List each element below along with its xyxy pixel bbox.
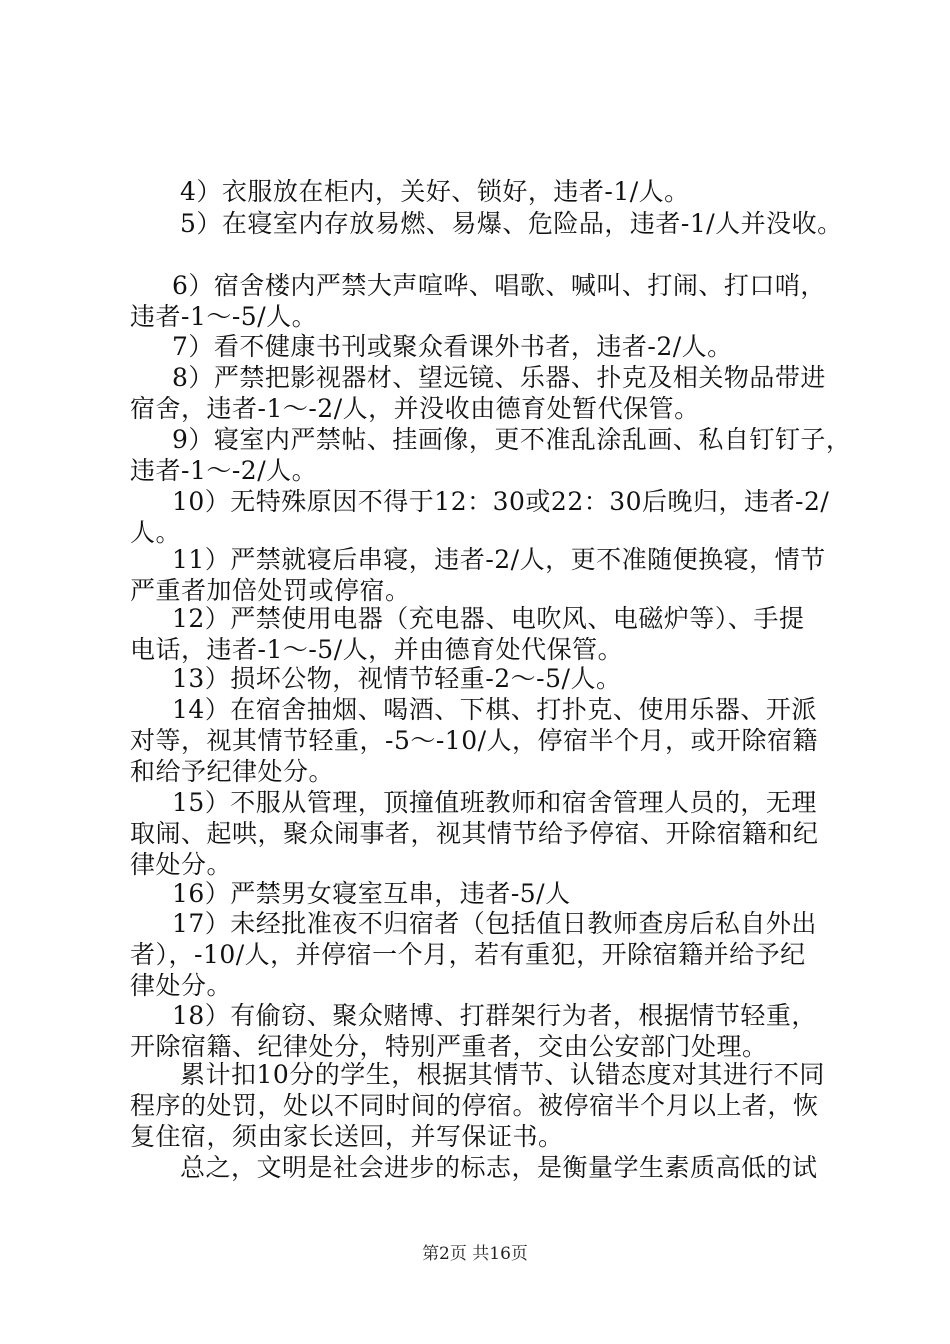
paragraph-rule-17: [130, 908, 840, 1001]
paragraph-line: 14）在宿舍抽烟、喝酒、下棋、打扑克、使用乐器、开派: [172, 695, 817, 724]
paragraph-line: 违者-1～-5/人。: [130, 302, 318, 331]
paragraph-rule-7: [130, 331, 840, 362]
paragraph-line: 13）损坏公物，视情节轻重-2～-5/人。: [172, 664, 622, 693]
paragraph-line: 者），-10/人，并停宿一个月，若有重犯，开除宿籍并给予纪: [130, 940, 806, 969]
paragraph-line: 严重者加倍处罚或停宿。: [130, 576, 411, 605]
paragraph-line: 4）衣服放在柜内，关好、锁好，违者-1/人。: [180, 177, 690, 206]
paragraph-line: 复住宿，须由家长送回，并写保证书。: [130, 1122, 564, 1151]
paragraph-rule-8: [130, 362, 840, 424]
paragraph-rule-12: [130, 603, 840, 665]
paragraph-line: 和给予纪律处分。: [130, 757, 335, 786]
paragraph-line: 15）不服从管理，顶撞值班教师和宿舍管理人员的，无理: [172, 788, 817, 817]
paragraph-line: 总之，文明是社会进步的标志，是衡量学生素质高低的试: [180, 1153, 818, 1182]
paragraph-rule-11: [130, 544, 840, 606]
paragraph-line: 8）严禁把影视器材、望远镜、乐器、扑克及相关物品带进: [172, 363, 826, 392]
paragraph-rule-10: [130, 486, 840, 548]
paragraph-line: 7）看不健康书刊或聚众看课外书者，违者-2/人。: [172, 332, 733, 361]
paragraph-rule-5: [130, 208, 843, 239]
paragraph-line: 17）未经批准夜不归宿者（包括值日教师查房后私自外出: [172, 909, 817, 938]
page-number-footer: 第2页 共16页: [422, 1244, 528, 1264]
paragraph-rule-15: [130, 787, 840, 880]
paragraph-line: 9）寝室内严禁帖、挂画像，更不准乱涂乱画、私自钉钉子，: [172, 425, 852, 454]
paragraph-rule-16: [130, 878, 840, 909]
paragraph-rule-13: [130, 663, 840, 694]
paragraph-line: 宿舍，违者-1～-2/人，并没收由德育处暂代保管。: [130, 394, 700, 423]
paragraph-rule-14: [130, 694, 840, 787]
paragraph-line: 律处分。: [130, 971, 233, 1000]
paragraph-rule-18: [130, 1000, 840, 1062]
paragraph-accumulated-points: [130, 1059, 840, 1152]
paragraph-rule-6: [130, 270, 840, 332]
paragraph-line: 12）严禁使用电器（充电器、电吹风、电磁炉等）、手提: [172, 604, 805, 633]
paragraph-line: 10）无特殊原因不得于12：30或22：30后晚归，违者-2/: [172, 487, 830, 516]
paragraph-line: 违者-1～-2/人。: [130, 456, 318, 485]
paragraph-line: 16）严禁男女寝室互串，违者-5/人: [172, 879, 571, 908]
paragraph-line: 累计扣10分的学生，根据其情节、认错态度对其进行不同: [180, 1060, 825, 1089]
paragraph-line: 开除宿籍、纪律处分，特别严重者，交由公安部门处理。: [130, 1032, 768, 1061]
paragraph-line: 电话，违者-1～-5/人，并由德育处代保管。: [130, 635, 624, 664]
paragraph-rule-9: [130, 424, 852, 486]
paragraph-line: 律处分。: [130, 850, 233, 879]
paragraph-line: 取闹、起哄，聚众闹事者，视其情节给予停宿、开除宿籍和纪: [130, 819, 819, 848]
paragraph-line: 5）在寝室内存放易燃、易爆、危险品，违者-1/人并没收。: [180, 209, 843, 238]
paragraph-line: 人。: [130, 518, 182, 547]
paragraph-line: 程序的处罚，处以不同时间的停宿。被停宿半个月以上者，恢: [130, 1091, 819, 1120]
paragraph-line: 对等，视其情节轻重，-5～-10/人，停宿半个月，或开除宿籍: [130, 726, 819, 755]
paragraph-rule-4: [130, 176, 840, 207]
paragraph-conclusion: [130, 1152, 840, 1183]
paragraph-line: 11）严禁就寝后串寝，违者-2/人，更不准随便换寝，情节: [172, 545, 826, 574]
paragraph-line: 18）有偷窃、聚众赌博、打群架行为者，根据情节轻重，: [172, 1001, 817, 1030]
paragraph-line: 6）宿舍楼内严禁大声喧哗、唱歌、喊叫、打闹、打口哨，: [172, 271, 826, 300]
